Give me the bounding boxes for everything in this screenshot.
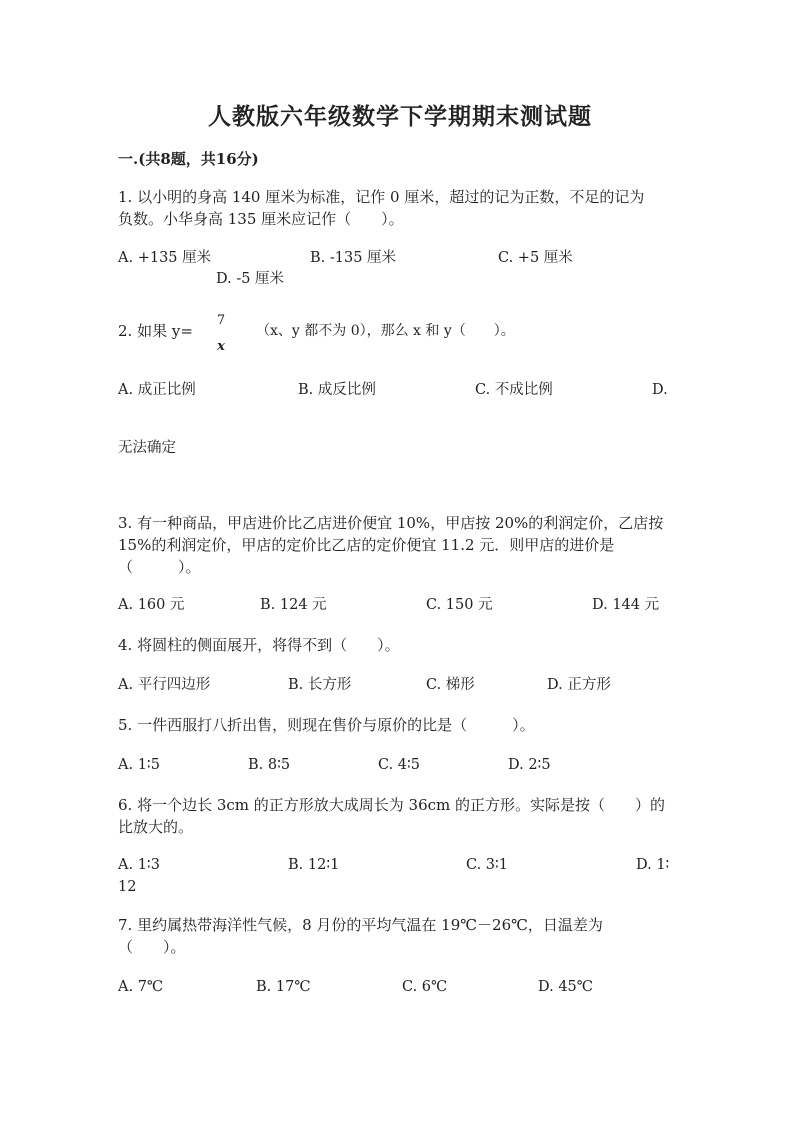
question-3-option-a: A. 160 元 [118,597,185,613]
question-4-option-c: C. 梯形 [426,677,475,693]
question-2-option-d-text: 无法确定 [118,440,176,456]
question-1-option-d: D. -5 厘米 [216,271,285,287]
question-7-option-d: D. 45℃ [538,979,593,995]
question-2-option-b: B. 成反比例 [298,382,376,398]
question-4-option-a: A. 平行四边形 [118,677,211,693]
question-6-option-a: A. 1∶3 [118,857,160,873]
question-1-option-a: A. +135 厘米 [118,250,212,266]
question-5-line-1: 5. 一件西服打八折出售，则现在售价与原价的比是（ ）。 [118,716,535,734]
question-1-option-c: C. +5 厘米 [498,250,573,266]
question-7-option-a: A. 7℃ [118,979,164,995]
question-7-line-1: 7. 里约属热带海洋性气候，8 月份的平均气温在 19℃－26℃，日温差为 [118,916,603,934]
question-7-line-2: （ ）。 [118,938,186,956]
question-2-lead: 2. 如果 y= [118,322,193,340]
fraction-7-over-x [213,314,229,354]
question-3-option-b: B. 124 元 [260,597,327,613]
question-7-option-b: B. 17℃ [256,979,311,995]
question-6-option-d: D. 1∶ [636,857,670,873]
question-5-option-a: A. 1∶5 [118,757,160,773]
question-6-line-2: 比放大的。 [118,818,194,836]
question-1-line-1: 1. 以小明的身高 140 厘米为标准，记作 0 厘米，超过的记为正数，不足的记为 [118,188,645,206]
question-2-tail: （x、y 都不为 0），那么 x 和 y（ ）。 [256,323,515,339]
question-3-option-c: C. 150 元 [426,597,493,613]
question-1-option-b: B. -135 厘米 [310,250,397,266]
question-2-option-a: A. 成正比例 [118,382,196,398]
question-6-option-c: C. 3∶1 [466,857,509,873]
question-5-option-c: C. 4∶5 [378,757,421,773]
question-6-option-b: B. 12∶1 [288,857,340,873]
question-3-line-2: 15%的利润定价，甲店的定价比乙店的定价便宜 11.2 元．则甲店的进价是 [118,536,615,554]
question-5-option-d: D. 2∶5 [508,757,551,773]
fraction-numerator: 7 [216,313,226,328]
question-2-option-d: D. [652,382,668,398]
question-1-line-2: 负数。小华身高 135 厘米应记作（ ）。 [118,210,404,228]
question-6-line-1: 6. 将一个边长 3cm 的正方形放大成周长为 36cm 的正方形。实际是按（ ）的 [118,796,666,814]
question-7-option-c: C. 6℃ [402,979,448,995]
question-3-line-3: （ ）。 [118,558,201,576]
section-header: 一.(共8题，共16分) [118,150,259,168]
question-4-option-b: B. 长方形 [288,677,352,693]
question-6-option-d-cont: 12 [118,879,137,895]
question-5-option-b: B. 8∶5 [248,757,291,773]
question-3-line-1: 3. 有一种商品，甲店进价比乙店进价便宜 10%，甲店按 20%的利润定价，乙店按 [118,514,664,532]
fraction-denominator: x [217,339,225,354]
question-2-option-c: C. 不成比例 [475,382,553,398]
question-4-line-1: 4. 将圆柱的侧面展开，将得不到（ ）。 [118,636,400,654]
page-title: 人教版六年级数学下学期期末测试题 [208,103,592,130]
question-3-option-d: D. 144 元 [592,597,660,613]
question-4-option-d: D. 正方形 [547,677,611,693]
